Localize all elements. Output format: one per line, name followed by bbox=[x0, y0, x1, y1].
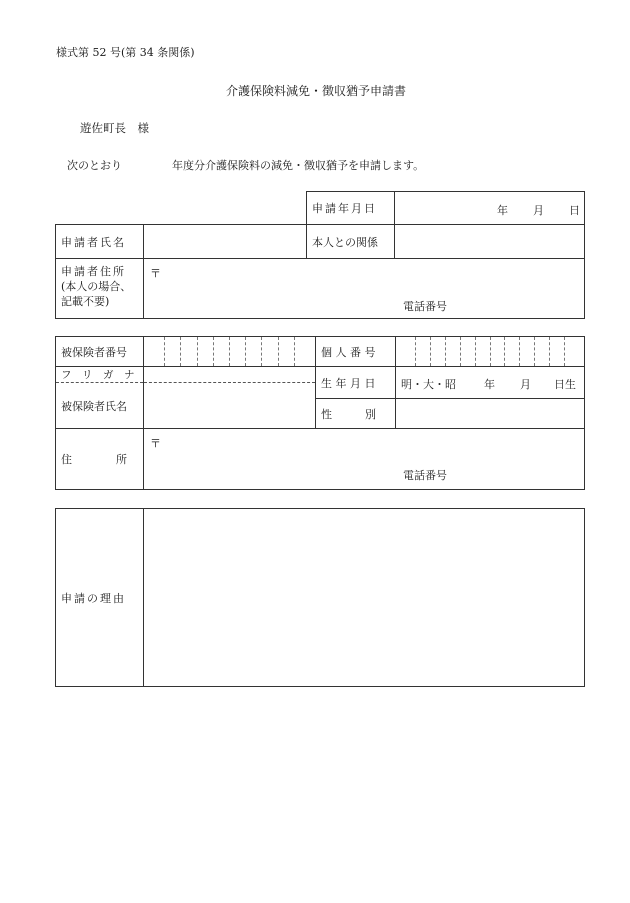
personal-number-label: 個 人 番 号 bbox=[316, 337, 396, 367]
birthdate-label: 生 年 月 日 bbox=[316, 367, 396, 399]
postal-mark: 〒 bbox=[150, 267, 161, 280]
insured-name-field[interactable] bbox=[144, 383, 316, 429]
fiscal-year-field[interactable] bbox=[130, 155, 170, 171]
insured-name-label: 被保険者氏名 bbox=[56, 383, 144, 429]
furigana-label: フ リ ガ ナ bbox=[56, 367, 144, 383]
date-day-label: 日 bbox=[569, 204, 580, 217]
postal-mark: 〒 bbox=[150, 437, 161, 450]
document-title: 介護保険料減免・徴収猶予申請書 bbox=[226, 84, 407, 98]
birth-day-label: 日生 bbox=[554, 378, 576, 391]
form-number: 様式第 52 号(第 34 条関係) bbox=[56, 46, 195, 59]
relation-field[interactable] bbox=[395, 225, 585, 259]
blank-cell bbox=[56, 192, 307, 225]
intro-suffix: 年度分介護保険料の減免・徴収猶予を申請します。 bbox=[172, 159, 425, 172]
insured-table bbox=[55, 336, 585, 490]
applicant-table bbox=[55, 191, 585, 319]
birth-month-label: 月 bbox=[520, 378, 531, 391]
insured-number-label: 被保険者番号 bbox=[56, 337, 144, 367]
insured-address-field[interactable] bbox=[144, 429, 585, 490]
application-date-label: 申請年月日 bbox=[307, 192, 395, 225]
applicant-name-label: 申請者氏名 bbox=[56, 225, 144, 259]
furigana-field[interactable] bbox=[144, 367, 316, 383]
intro-prefix: 次のとおり bbox=[67, 159, 122, 172]
insured-number-field[interactable] bbox=[144, 337, 316, 367]
applicant-address-field[interactable] bbox=[144, 259, 585, 319]
era-options: 明・大・昭 bbox=[401, 378, 456, 391]
date-month-label: 月 bbox=[533, 204, 544, 217]
gender-label: 性 別 bbox=[316, 399, 396, 429]
birthdate-field[interactable] bbox=[396, 367, 585, 399]
birth-year-label: 年 bbox=[484, 378, 495, 391]
reason-field[interactable] bbox=[144, 509, 585, 687]
personal-number-field[interactable] bbox=[396, 337, 585, 367]
relation-label: 本人との関係 bbox=[307, 225, 395, 259]
reason-table bbox=[55, 508, 585, 687]
applicant-address-label: 申請者住所 (本人の場合、 記載不要) bbox=[56, 259, 144, 319]
application-date-field[interactable] bbox=[395, 192, 585, 225]
date-year-label: 年 bbox=[497, 204, 508, 217]
applicant-phone-label: 電話番号 bbox=[403, 300, 447, 313]
addressee: 遊佐町長 様 bbox=[80, 121, 149, 135]
insured-phone-label: 電話番号 bbox=[403, 469, 447, 482]
insured-address-label: 住 所 bbox=[56, 429, 144, 490]
applicant-name-field[interactable] bbox=[144, 225, 307, 259]
reason-label: 申請の理由 bbox=[56, 509, 144, 687]
gender-field[interactable] bbox=[396, 399, 585, 429]
